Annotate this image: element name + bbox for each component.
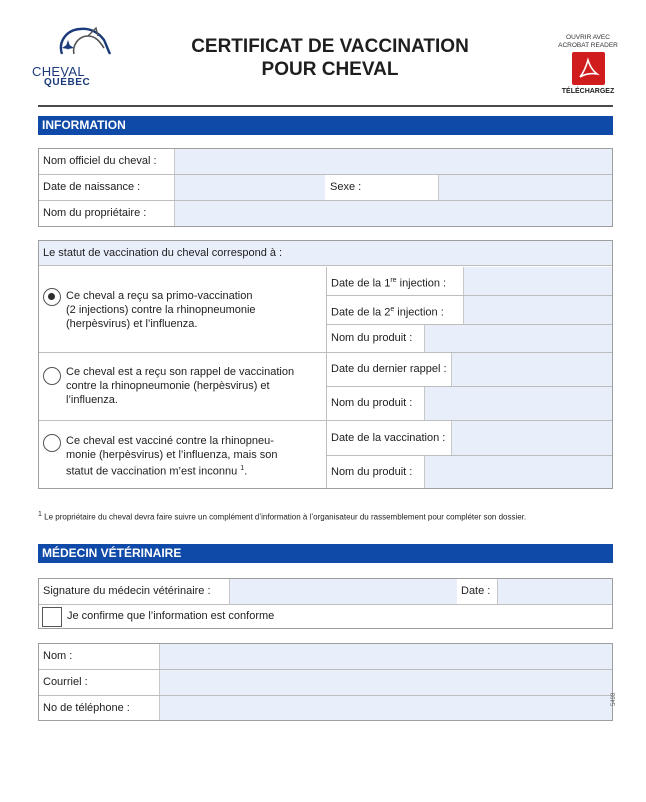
- field-nom[interactable]: [159, 644, 612, 669]
- header-divider: [38, 105, 613, 107]
- label-date-1re-post: injection :: [396, 277, 447, 290]
- field-signature[interactable]: [229, 579, 457, 604]
- field-date-naissance[interactable]: [174, 175, 325, 200]
- field-courriel[interactable]: [159, 670, 612, 695]
- option-2-line-3: l’influenza.: [66, 394, 118, 406]
- row-signature: [39, 579, 612, 605]
- option-3-footnote-marker: 1: [240, 465, 245, 472]
- option-3-line-1: Ce cheval est vacciné contre la rhinopneu-: [66, 435, 274, 447]
- footnote: [38, 511, 526, 522]
- logo-subword: QUÉBEC: [44, 77, 91, 88]
- option-1-line-1: Ce cheval a reçu sa primo-vaccination: [66, 290, 253, 302]
- row-courriel: [39, 670, 612, 696]
- option-3-line-3: [66, 462, 278, 479]
- information-table: [38, 148, 613, 227]
- option-1-radio[interactable]: [43, 288, 61, 306]
- acrobat-download-link[interactable]: [547, 34, 629, 95]
- acrobat-download-label[interactable]: TÉLÉCHARGEZ: [561, 88, 615, 95]
- label-telephone: No de téléphone :: [43, 702, 130, 714]
- form-code: 5498: [611, 692, 617, 706]
- option-3-radio[interactable]: [43, 434, 61, 452]
- title-line-1: CERTIFICAT DE VACCINATION: [191, 36, 469, 57]
- page-title: [140, 35, 520, 81]
- vaccination-status-table: [38, 240, 613, 489]
- pdf-icon[interactable]: [572, 52, 605, 85]
- label-date-2e-pre: Date de la 2: [331, 306, 391, 319]
- label-date-signature: Date :: [461, 585, 491, 597]
- label-produit-2: Nom du produit :: [331, 397, 413, 409]
- horse-head-icon: [52, 24, 114, 64]
- label-date-2e-post: injection :: [394, 306, 444, 319]
- option-2-text: [66, 365, 294, 407]
- cheval-quebec-logo: [30, 24, 130, 90]
- row-nom-proprietaire: [39, 201, 612, 226]
- information-section-heading: INFORMATION: [38, 116, 613, 135]
- option-2-radio[interactable]: [43, 367, 61, 385]
- label-date-2e-injection: [331, 296, 444, 327]
- footnote-marker: 1: [38, 511, 42, 518]
- row-telephone: [39, 696, 612, 720]
- label-date-2e-sup: e: [390, 306, 395, 313]
- label-date-naissance: Date de naissance :: [43, 181, 141, 193]
- field-dernier-rappel[interactable]: [451, 353, 612, 386]
- field-date-vaccination[interactable]: [451, 421, 612, 455]
- logo-word: CHEVAL: [32, 64, 85, 79]
- veterinaire-section-heading: MÉDECIN VÉTÉRINAIRE: [38, 544, 613, 563]
- option-1-line-3: (herpèsvirus) et l’influenza.: [66, 318, 198, 330]
- field-date-1re-injection[interactable]: [463, 267, 612, 295]
- confirm-checkbox[interactable]: [42, 607, 62, 627]
- option-3-line-3-text: statut de vaccination m’est inconnu: [66, 465, 238, 478]
- field-date-signature[interactable]: [497, 579, 612, 604]
- label-dernier-rappel: Date du dernier rappel :: [331, 363, 447, 375]
- field-produit-2[interactable]: [424, 387, 612, 420]
- label-sexe: Sexe :: [330, 181, 362, 193]
- row-nom: [39, 644, 612, 670]
- label-date-1re-sup: re: [390, 277, 397, 284]
- option-2-line-1: Ce cheval est a reçu son rappel de vaccination: [66, 366, 295, 378]
- label-courriel: Courriel :: [43, 676, 88, 688]
- acrobat-top-line-1: OUVRIR AVEC: [566, 34, 610, 41]
- label-produit-1: Nom du produit :: [331, 332, 413, 344]
- label-nom-proprietaire: Nom du propriétaire :: [43, 207, 147, 219]
- signature-table: [38, 578, 613, 629]
- row-date-naissance: [39, 175, 612, 201]
- field-date-2e-injection[interactable]: [463, 296, 612, 324]
- contact-table: [38, 643, 613, 721]
- option-3-text: [66, 434, 278, 479]
- option-2-line-2: contre la rhinopneumonie (herpèsvirus) et: [66, 380, 270, 392]
- acrobat-top-line-2: ACROBAT READER: [558, 41, 618, 49]
- label-date-1re-injection: [331, 267, 446, 298]
- label-produit-3: Nom du produit :: [331, 466, 413, 478]
- option-1-text: [66, 289, 256, 331]
- field-telephone[interactable]: [159, 696, 612, 720]
- field-produit-3[interactable]: [424, 456, 612, 488]
- field-nom-proprietaire[interactable]: [174, 201, 612, 226]
- status-header: Le statut de vaccination du cheval correspond à :: [39, 241, 612, 266]
- footnote-text: Le propriétaire du cheval devra faire suivre un complément d’information à l’organisateur du rassemblement pour compléter son dossier.: [41, 512, 527, 522]
- option-3-line-2: monie (herpèsvirus) et l’influenza, mais son: [66, 449, 278, 461]
- confirm-label: Je confirme que l’information est conforme: [67, 610, 275, 622]
- field-produit-1[interactable]: [424, 325, 612, 352]
- field-sexe[interactable]: [438, 175, 612, 200]
- option-1-line-2: (2 injections) contre la rhinopneumonie: [66, 304, 256, 316]
- row-nom-officiel: [39, 149, 612, 175]
- label-date-1re-pre: Date de la 1: [331, 277, 391, 290]
- option-3-line-3-end: .: [244, 465, 248, 478]
- title-line-2: POUR CHEVAL: [261, 59, 399, 80]
- field-nom-officiel[interactable]: [174, 149, 612, 174]
- label-nom-officiel: Nom officiel du cheval :: [43, 155, 157, 167]
- label-date-vaccination: Date de la vaccination :: [331, 432, 446, 444]
- label-signature: Signature du médecin vétérinaire :: [43, 585, 211, 597]
- label-nom: Nom :: [43, 650, 73, 662]
